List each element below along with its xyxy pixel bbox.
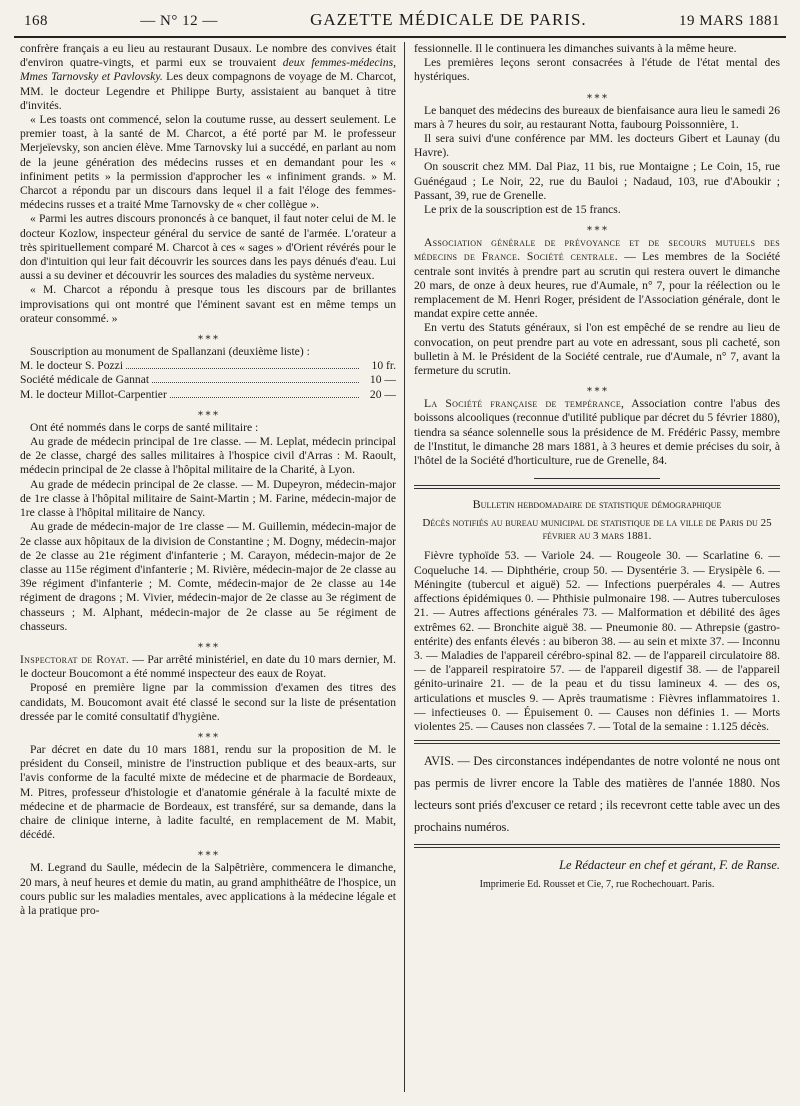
paragraph: Le banquet des médecins des bureaux de bienfaisance aura lieu le samedi 26 mars à 7 heures du soir, au restaurant Notta, faubourg Poissonnière, 1. — [414, 103, 780, 131]
italic-text: deux femmes-médecins, Mmes Tarnovsky et Pavlovsky. — [20, 56, 396, 84]
section-separator: ⁎ ⁎ ⁎ — [198, 638, 218, 650]
section-separator: ⁎ ⁎ ⁎ — [198, 728, 218, 740]
paragraph: Inspectorat de Royat. — Par arrêté ministériel, en date du 10 mars dernier, M. le docteur Boucomont a été nommé inspecteur des eaux de Royat. — [20, 652, 396, 681]
left-column — [20, 42, 396, 918]
paragraph: Association générale de prévoyance et de secours mutuels des médecins de France. Société centrale. — Les membres de la Société centrale sont invités à prendre part au scrutin qui restera ouvert le dimanche 20 mars, de onze à deux heures, rue d'Aumale, n° 7, pour la réélection ou le remplacement de M. Henri Roger, président de l'Association générale, dont le mandat expire cette année. — [414, 236, 780, 321]
section-separator: ⁎ ⁎ ⁎ — [198, 406, 218, 418]
list-item: Société médicale de Gannat 10 — — [20, 373, 396, 387]
page-number: 168 — [24, 13, 48, 29]
paragraph: Le prix de la souscription est de 15 francs. — [424, 203, 621, 217]
paragraph: confrère français a eu lieu au restaurant Dusaux. Le nombre des convives était d'environ quatre-vingts, et parmi eux se trouvaient deux femmes-médecins, Mmes Tarnovsky et Pavlovsky. Les deux compagnons de voyage de M. Charcot, MM. le docteur Legendre et Philippe Burty, assistaient au banquet à titre d'invités. — [20, 42, 396, 112]
paragraph: « Parmi les autres discours prononcés à ce banquet, il faut noter celui de M. le docteur Kozlow, inspecteur général du service de santé de l'armée. L'orateur a très spirituellement comparé M. Charcot à ces « sages » d'Orient révérés pour le don d'intuition qui leur fait découvrir les sources dans les pays dénués d'eau. Lui aussi a su deviner et découvrir les sources des maladies du système nerveux. — [20, 212, 396, 283]
issue-number: — N° 12 — — [140, 13, 218, 29]
journal-title: GAZETTE MÉDICALE DE PARIS. — [310, 10, 587, 29]
list-item: M. le docteur Millot-Carpentier 20 — — [20, 387, 396, 401]
newspaper-page — [14, 10, 786, 1100]
paragraph: Ont été nommés dans le corps de santé militaire : — [30, 420, 259, 434]
paragraph: Au grade de médecin principal de 1re classe. — M. Leplat, médecin principal de 2e classe, chargé des salles militaires à l'hospice civil d'Arras : M. Raoult, médecin principal de 2e classe à l'hôpital militaire de la Charité, à Lyon. — [20, 435, 396, 477]
paragraph: Proposé en première ligne par la commission d'examen des titres des candidats, M. Boucomont avait été classé le second sur la liste de présentation dressée par le comité consultatif d'hygiène. — [20, 681, 396, 723]
section-heading: Inspectorat de Royat. — [20, 652, 130, 666]
subscription-title: Souscription au monument de Spallanzani (deuxième liste) : — [30, 345, 310, 359]
article-columns — [14, 42, 786, 1098]
editor-signature: Le Rédacteur en chef et gérant, F. de Ranse. — [559, 858, 780, 873]
printer-imprint: Imprimerie Ed. Rousset et Cie, 7, rue Rochechouart. Paris. — [479, 879, 715, 891]
double-rule — [414, 740, 780, 744]
section-separator: ⁎ ⁎ ⁎ — [587, 89, 607, 101]
paragraph: M. Legrand du Saulle, médecin de la Salpêtrière, commencera le dimanche, 20 mars, à neuf heures et demie du matin, au grand amphithéâtre de l'hospice, un cours public sur les maladies mentales, avec applications à la médecine légale et à la pratique pro- — [20, 861, 396, 917]
paragraph: Il sera suivi d'une conférence par MM. les docteurs Gibert et Launay (du Havre). — [414, 132, 780, 160]
right-column — [414, 42, 780, 893]
section-separator: ⁎ ⁎ ⁎ — [198, 847, 218, 859]
paragraph: « Les toasts ont commencé, selon la coutume russe, au dessert seulement. Le premier toast, à la santé de M. Charcot, a été porté par M. le professeur Merjeïevsky, son ancien élève. Mme Tarnovsky lui a succédé, en parlant au nom de la jeune génération des médecins russes et en demandant pour les « infiniment petits » la permission d'approcher les « infiniment grands. » M. Charcot a répondu par un discours dans lequel il a fait l'éloge des femmes-médecins russes et a traité Mme Tarnovsky de « cher collègue ». — [20, 113, 396, 212]
paragraph: Par décret en date du 10 mars 1881, rendu sur la proposition de M. le président du Conseil, ministre de l'instruction publique et des beaux-arts, sur l'avis conforme de la faculté mixte de médecine et de pharmacie de Bordeaux, M. Pitres, professeur d'histologie et d'anatomie générale à la faculté mixte de médecine et de pharmacie de Bordeaux, est transféré, sur sa demande, dans la chaire de clinique interne, à ladite faculté, en remplacement de M. Mabit, décédé. — [20, 742, 396, 842]
column-divider — [404, 42, 405, 1092]
double-rule — [414, 485, 780, 489]
bulletin-subtitle: Décès notifiés au bureau municipal de statistique de la ville de Paris du 25 février au 3 mars 1881. — [422, 517, 772, 543]
page-header — [14, 10, 786, 38]
section-heading: La Société française de tempérance, — [424, 397, 625, 411]
paragraph: fessionnelle. Il le continuera les dimanches suivants à la même heure. — [414, 42, 737, 55]
paragraph: Au grade de médecin principal de 2e classe. — M. Dupeyron, médecin-major de 1re classe à l'hôpital militaire de Saint-Martin ; M. Farine, médecin-major de 1re classe à l'hôpital militaire de Nancy. — [20, 477, 396, 520]
paragraph: Au grade de médecin-major de 1re classe — M. Guillemin, médecin-major de 2e classe aux hôpitaux de la division de Constantine ; M. Dogny, médecin-major de 2e classe au 21e régiment d'infanterie ; M. Carayon, médecin-major de 2e classe au 115e régiment d'infanterie ; M. Rivière, médecin-major de 2e classe au 39e régiment d'infanterie ; M. Comte, médecin-major de 2e classe au 14e régiment de dragons ; M. Vivier, médecin-major de 2e classe au 3e régiment de chasseurs ; M. Alphant, médecin-major de 2e classe au 5e régiment de chasseurs. — [20, 520, 396, 633]
section-separator: ⁎ ⁎ ⁎ — [198, 331, 218, 343]
subscription-list — [20, 359, 396, 402]
paragraph: En vertu des Statuts généraux, si l'on est empêché de se rendre au lieu de convocation, on peut prendre part au vote en adressant, sous pli cacheté, son bulletin à M. le Président de la Société centrale, rue d'Aumale, n° 7, avant la fermeture du scrutin. — [414, 321, 780, 378]
paragraph: Fièvre typhoïde 53. — Variole 24. — Rougeole 30. — Scarlatine 6. — Coqueluche 14. — Diphthérie, croup 50. — Dysentérie 3. — Erysipèle 6. — Méningite (tubercul et aiguë) 52. — Infections puerpérales 4. — Autres affections épidémiques 0. — Phthisie pulmonaire 198. — Autres tuberculoses 21. — Autres affections générales 73. — Malformation et débilité des âges extrêmes 62. — Bronchite aiguë 38. — Pneumonie 80. — Athrepsie (gastro-entérite) des enfants élevés : au biberon 38. — au sein et mixte 37. — Inconnu 3. — Maladies de l'appareil cérébro-spinal 82. — de l'appareil circulatoire 88. — de l'appareil respiratoire 57. — de l'appareil digestif 38. — de l'appareil génito-urinaire 21. — de la peau et du tissu lamineux 4. — des os, articulations et muscles 9. — Après traumatisme : Fièvres inflammatoires 1. — infectieuses 0. — Épuisement 0. — Causes non définies 1. — Morts violentes 25. — Causes non classées 7. — Total de la semaine : 1.125 décès. — [414, 549, 780, 733]
issue-date: 19 MARS 1881 — [678, 13, 780, 29]
notice-paragraph: AVIS. — Des circonstances indépendantes de notre volonté ne nous ont pas permis de livrer encore la Table des matières de l'année 1880. Nos lecteurs sont priés d'excuser ce retard ; ils recevront cette table avec un des prochains numéros. — [414, 754, 780, 835]
paragraph: Les premières leçons seront consacrées à l'étude de l'état mental des hystériques. — [414, 56, 780, 84]
paragraph: « M. Charcot a répondu à presque tous les discours par de brillantes improvisations qui ont montré que l'éminent savant est en même temps un orateur consommé. » — [20, 283, 396, 325]
bulletin-title: Bulletin hebdomadaire de statistique démographique — [472, 497, 722, 512]
paragraph: On souscrit chez MM. Dal Piaz, 11 bis, rue Montaigne ; Le Coin, 15, rue Guénégaud ; Le Noir, 22, rue du Bauloi ; Nadaud, 103, rue d'Aboukir ; Passant, 39, rue de Grenelle. — [414, 160, 780, 202]
double-rule — [414, 844, 780, 848]
horizontal-rule — [534, 478, 660, 479]
paragraph: La Société française de tempérance, Association contre l'abus des boissons alcooliques (reconnue d'utilité publique par décret du 5 février 1880), tiendra sa séance solennelle sous la présidence de M. Frédéric Passy, membre de l'Institut, le dimanche 28 mars 1881, à 3 heures et demie précises du soir, à l'hôtel de la Société d'horticulture, rue de Grenelle, 84. — [414, 397, 780, 468]
section-heading: Association générale de prévoyance et de secours mutuels des médecins de France. Société centrale. — [414, 236, 780, 264]
section-separator: ⁎ ⁎ ⁎ — [587, 383, 607, 395]
section-separator: ⁎ ⁎ ⁎ — [587, 222, 607, 234]
list-item: M. le docteur S. Pozzi 10 fr. — [20, 359, 396, 373]
